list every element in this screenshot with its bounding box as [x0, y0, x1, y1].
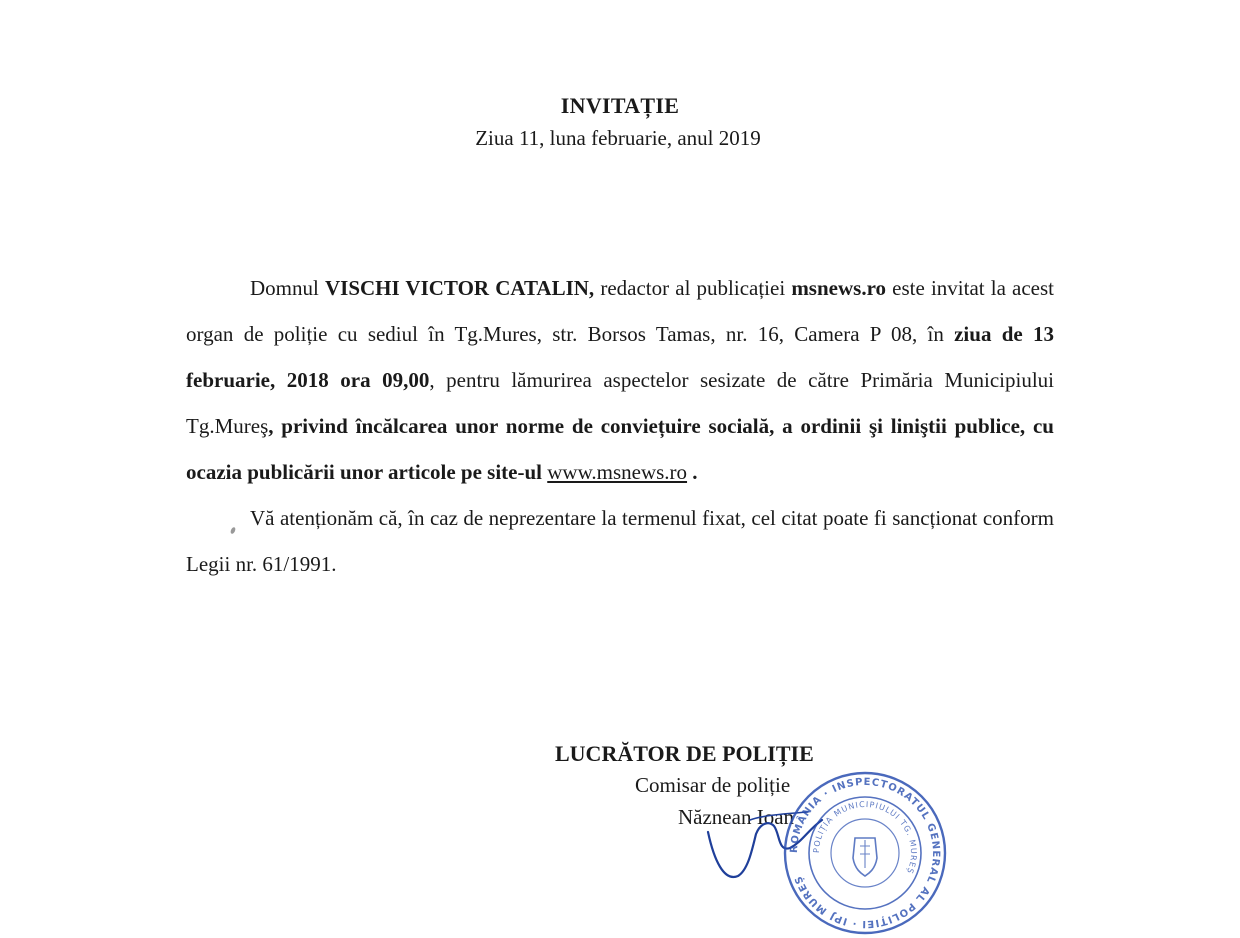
- svg-text:POLIȚIA MUNICIPIULUI TG. MUREȘ: POLIȚIA MUNICIPIULUI TG. MUREȘ: [811, 799, 919, 876]
- website-link[interactable]: www.msnews.ro: [547, 460, 688, 484]
- text-segment: , pentru lămurirea aspectelor sesizate de către Primăria Municipiului Tg.Mureş: [186, 368, 1054, 438]
- document-body: [186, 265, 1054, 587]
- signature-rank: Comisar de poliție: [635, 773, 791, 797]
- signature-name: Năznean Ioan: [678, 805, 795, 829]
- reason-text: , privind încălcarea unor norme de conviețuire socială, a ordinii şi liniştii publice, cu ocazia publicării unor articole pe site-ul: [186, 414, 1054, 484]
- document-date: Ziua 11, luna februarie, anul 2019: [475, 126, 761, 150]
- appointment-date: ziua de 13 februarie, 2018 ora 09,00: [186, 322, 1054, 392]
- signature-title: LUCRĂTOR DE POLIȚIE: [555, 741, 814, 766]
- text-segment: redactor al publicației: [594, 276, 792, 300]
- svg-text:ROMÂNIA · INSPECTORATUL GENERA: ROMÂNIA · INSPECTORATUL GENERAL AL POLIȚIEI · IPJ MUREȘ: [788, 776, 942, 930]
- document-title: INVITAȚIE: [560, 93, 680, 118]
- publication-name: msnews.ro: [791, 276, 887, 300]
- text-segment: este invitat la acest organ de poliție cu sediul în Tg.Mures, str. Borsos Tamas, nr. 16, Camera P 08, în: [186, 276, 1054, 346]
- official-stamp: [780, 768, 950, 938]
- invitation-paragraph: [186, 265, 1054, 495]
- paragraph-end: .: [687, 460, 698, 484]
- text-segment: Domnul: [250, 276, 325, 300]
- invitee-name: VISCHI VICTOR CATALIN,: [324, 276, 595, 300]
- warning-paragraph: Vă atenționăm că, în caz de neprezentare la termenul fixat, cel citat poate fi sancționat conform Legii nr. 61/1991.: [186, 506, 1054, 576]
